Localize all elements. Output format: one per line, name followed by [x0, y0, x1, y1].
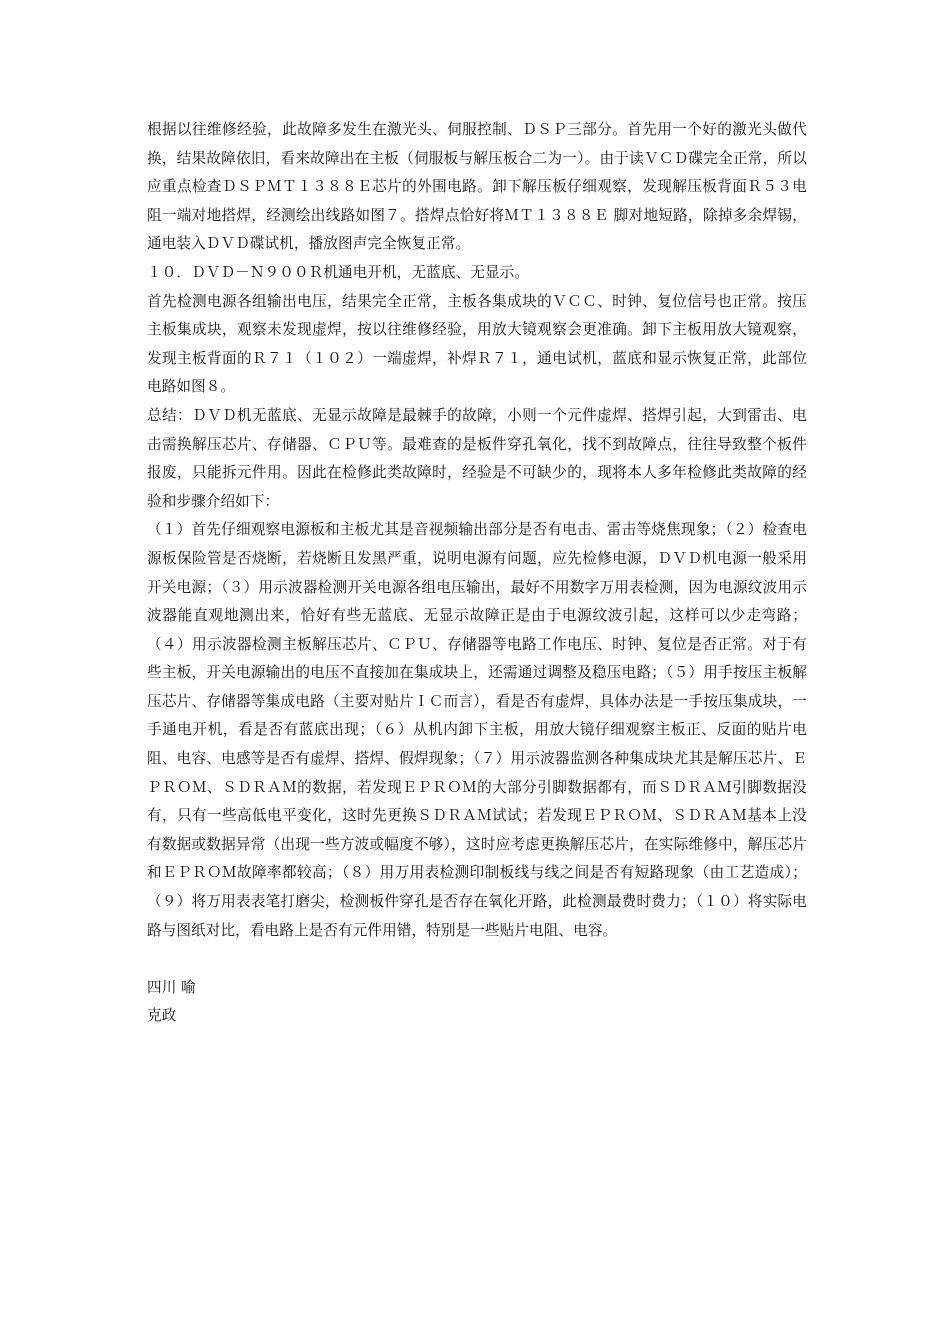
- paragraph-summary: 总结：ＤＶＤ机无蓝底、无显示故障是最棘手的故障，小则一个元件虚焊、搭焊引起，大到雷击、电击需换解压芯片、存储器、ＣＰＵ等。最难查的是板件穿孔氧化，找不到故障点，往往导致整个板件报废，只能拆元件用。因此在检修此类故障时，经验是不可缺少的，现将本人多年检修此类故障的经验和步骤介绍如下：: [147, 406, 807, 510]
- paragraph-case-10-repair: 首先检测电源各组输出电压，结果完全正常，主板各集成块的ＶＣＣ、时钟、复位信号也正常。按压主板集成块，观察未发现虚焊，按以往维修经验，用放大镜观察会更准确。卸下主板用放大镜观察，发现主板背面的Ｒ７１（１０２）一端虚焊，补焊Ｒ７１，通电试机，蓝底和显示恢复正常，此部位电路如图８。: [147, 292, 807, 396]
- document-body: [147, 116, 807, 1031]
- author-signature-line: 四川 喻: [147, 978, 196, 996]
- paragraph-diagnosis: 根据以往维修经验，此故障多发生在激光头、伺服控制、ＤＳＰ三部分。首先用一个好的激光头做代换，结果故障依旧，看来故障出在主板（伺服板与解压板合二为一）。由于读ＶＣＤ碟完全正常，所以应重点检查ＤＳＰＭＴ１３８８Ｅ芯片的外围电路。卸下解压板仔细观察，发现解压板背面Ｒ５３电阻一端对地搭焊，经测绘出线路如图７。搭焊点恰好将ＭＴ１３８８Ｅ 脚对地短路，除掉多余焊锡，通电装入ＤＶＤ碟试机，播放图声完全恢复正常。: [147, 121, 807, 253]
- paragraph-steps: （１）首先仔细观察电源板和主板尤其是音视频输出部分是否有电击、雷击等烧焦现象；（２）检查电源板保险管是否烧断，若烧断且发黑严重，说明电源有问题，应先检修电源，ＤＶＤ机电源一般采用开关电源；（３）用示波器检测开关电源各组电压输出，最好不用数字万用表检测，因为电源纹波用示波器能直观地测出来，恰好有些无蓝底、无显示故障正是由于电源纹波引起，这样可以少走弯路；（４）用示波器检测主板解压芯片、ＣＰＵ、存储器等电路工作电压、时钟、复位是否正常。对于有些主板，开关电源输出的电压不直接加在集成块上，还需通过调整及稳压电路；（５）用手按压主板解压芯片、存储器等集成电路（主要对贴片ＩＣ而言），看是否有虚焊，具体办法是一手按压集成块，一手通电开机，看是否有蓝底出现；（６）从机内卸下主板，用放大镜仔细观察主板正、反面的贴片电阻、电容、电感等是否有虚焊、搭焊、假焊现象；（７）用示波器监测各种集成块尤其是解压芯片、ＥＰＲＯＭ、ＳＤＲＡＭ的数据，若发现ＥＰＲＯＭ的大部分引脚数据都有，而ＳＤＲＡＭ引脚数据没有，只有一些高低电平变化，这时先更换ＳＤＲＡＭ试试；若发现ＥＰＲＯＭ、ＳＤＲＡＭ基本上没有数据或数据异常（出现一些方波或幅度不够），这时应考虑更换解压芯片，在实际维修中，解压芯片和ＥＰＲＯＭ故障率都较高；（８）用万用表检测印制板线与线之间是否有短路现象（由工艺造成）；（９）将万用表表笔打磨尖，检测板件穿孔是否存在氧化开路，此检测最费时费力；（１０）将实际电路与图纸对比，看电路上是否有元件用错，特别是一些贴片电阻、电容。: [147, 521, 807, 939]
- paragraph-case-10-title: １０．ＤＶＤ－Ｎ９００Ｒ机通电开机，无蓝底、无显示。: [147, 263, 530, 281]
- blank-line: [147, 945, 807, 974]
- author-name-continued: 克政: [147, 1007, 177, 1025]
